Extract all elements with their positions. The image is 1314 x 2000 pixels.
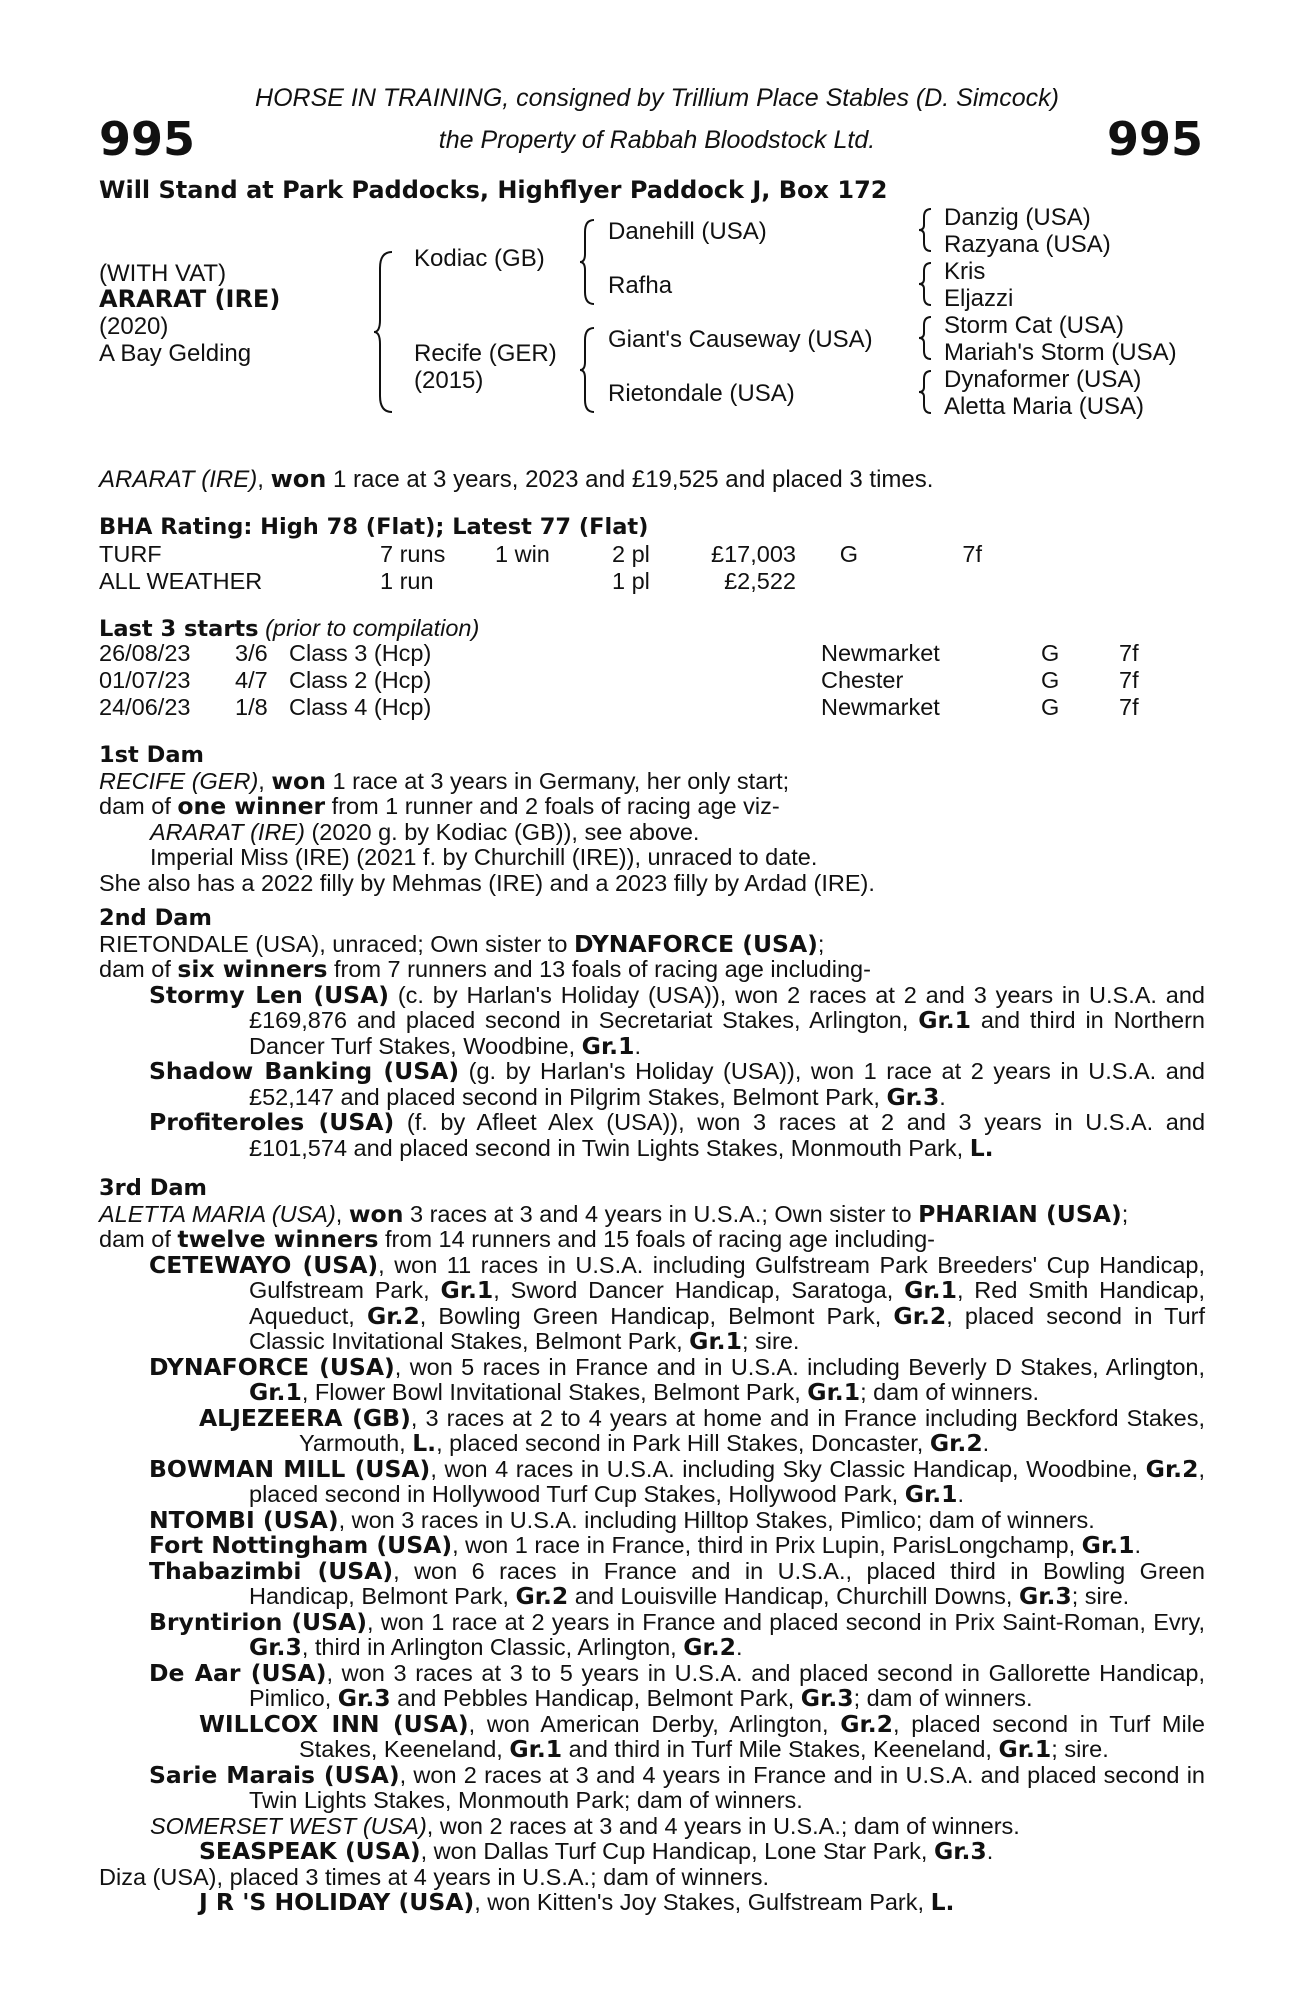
horse-name: ARARAT (IRE): [99, 285, 281, 313]
section-heading: 3rd Dam: [99, 1175, 207, 1201]
sire-sire: Danehill (USA): [608, 218, 767, 245]
dam-sire: Giant's Causeway (USA): [608, 326, 873, 353]
dam-sire-sire: Storm Cat (USA): [944, 312, 1125, 339]
list-item: Diza (USA), placed 3 times at 4 years in U.S.A.; dam of winners.: [99, 1863, 770, 1890]
dam-dam-sire: Dynaformer (USA): [944, 366, 1142, 393]
table-row: 26/08/23 3/6 Class 3 (Hcp) Newmarket G 7f: [99, 640, 1139, 666]
dam-line: RECIFE (GER), won 1 race at 3 years in Germany, her only start;: [99, 766, 790, 795]
list-item: SOMERSET WEST (USA), won 2 races at 3 and 4 years in U.S.A.; dam of winners.: [150, 1812, 1020, 1839]
lot-number-left: 995: [99, 112, 196, 166]
list-item: BOWMAN MILL (USA), won 4 races in U.S.A. including Sky Classic Handicap, Woodbine, Gr.2, placed second in Hollywood Turf Cup Stakes, Hollywood Park, Gr.1.: [149, 1454, 1205, 1508]
stand-line: Will Stand at Park Paddocks, Highflyer Paddock J, Box 172: [99, 176, 888, 204]
dam-line: dam of twelve winners from 14 runners and 15 foals of racing age including-: [99, 1225, 935, 1253]
sire-sire-dam: Razyana (USA): [944, 231, 1111, 258]
list-item: Sarie Marais (USA), won 2 races at 3 and 4 years in France and in U.S.A. and placed second in Twin Lights Stakes, Monmouth Park; dam of winners.: [149, 1760, 1205, 1813]
lot-number-right: 995: [1106, 112, 1203, 166]
list-item: DYNAFORCE (USA), won 5 races in France and in U.S.A. including Beverly D Stakes, Arlington, Gr.1, Flower Bowl Invitational Stakes, Belmont Park, Gr.1; dam of winners.: [149, 1352, 1205, 1406]
list-item: Stormy Len (USA) (c. by Harlan's Holiday (USA)), won 2 races at 2 and 3 years in U.S.A. and £169,876 and placed second in Secretariat Stakes, Arlington, Gr.1 and third in Northern Dancer Turf Stakes, Woodbine, Gr.1.: [149, 980, 1205, 1060]
dam-dam-dam: Aletta Maria (USA): [944, 393, 1145, 420]
sire-dam-dam: Eljazzi: [944, 285, 1014, 312]
list-item: ALJEZEERA (GB), 3 races at 2 to 4 years at home and in France including Beckford Stakes, Yarmouth, L., placed second in Park Hill Stakes, Doncaster, Gr.2.: [199, 1403, 1206, 1457]
section-heading: 1st Dam: [99, 742, 204, 768]
list-item: ARARAT (IRE) (2020 g. by Kodiac (GB)), see above.: [150, 818, 700, 845]
ds-brace-icon: [917, 315, 933, 361]
table-row: 24/06/23 1/8 Class 4 (Hcp) Newmarket G 7f: [99, 694, 1139, 720]
second-dam-section: [99, 906, 1205, 1161]
list-item: Imperial Miss (IRE) (2021 f. by Churchill (IRE)), unraced to date.: [150, 844, 818, 870]
list-item: NTOMBI (USA), won 3 races in U.S.A. including Hilltop Stakes, Pimlico; dam of winners.: [149, 1505, 1095, 1534]
list-item: WILLCOX INN (USA), won American Derby, Arlington, Gr.2, placed second in Turf Mile Stakes, Keeneland, Gr.1 and third in Turf Mile Stakes, Keeneland, Gr.1; sire.: [199, 1709, 1206, 1763]
vat-label: (WITH VAT): [99, 260, 227, 287]
dam-line: ALETTA MARIA (USA), won 3 races at 3 and 4 years in U.S.A.; Own sister to PHARIAN (USA);: [99, 1199, 1129, 1228]
dam: Recife (GER): [414, 340, 557, 367]
horse-year: (2020): [99, 313, 169, 340]
dam-sire-dam: Mariah's Storm (USA): [944, 339, 1177, 366]
dam-line: She also has a 2022 filly by Mehmas (IRE) and a 2023 filly by Ardad (IRE).: [99, 869, 875, 896]
list-item: SEASPEAK (USA), won Dallas Turf Cup Handicap, Lone Star Park, Gr.3.: [199, 1837, 994, 1865]
sd-brace-icon: [917, 261, 933, 307]
list-item: Fort Nottingham (USA), won 1 race in France, third in Prix Lupin, ParisLongchamp, Gr.1.: [149, 1531, 1142, 1559]
rating-row: TURF 7 runs 1 win 2 pl £17,003 G 7f: [99, 541, 982, 567]
dam-dam: Rietondale (USA): [608, 380, 795, 407]
dam-line: dam of one winner from 1 runner and 2 foals of racing age viz-: [99, 792, 780, 820]
table-row: 01/07/23 4/7 Class 2 (Hcp) Chester G 7f: [99, 667, 1139, 693]
rating-table: [99, 541, 982, 595]
list-item: Bryntirion (USA), won 1 race at 2 years in France and placed second in Prix Saint-Roman, Evry, Gr.3, third in Arlington Classic, Arlington, Gr.2.: [149, 1607, 1205, 1661]
first-dam-section: [99, 743, 1199, 896]
dam-brace-icon: [578, 326, 596, 414]
third-dam-section: [99, 1176, 1205, 1916]
list-item: CETEWAYO (USA), won 11 races in U.S.A. including Gulfstream Park Breeders' Cup Handicap, Gulfstream Park, Gr.1, Sword Dancer Handicap, Saratoga, Gr.1, Red Smith Handicap, Aqueduct, Gr.2, Bowling Green Handicap, Belmont Park, Gr.2, placed second in Turf Classic Invitational Stakes, Belmont Park, Gr.1; sire.: [149, 1250, 1205, 1355]
ss-brace-icon: [917, 207, 933, 253]
sire-dam: Rafha: [608, 272, 673, 299]
dam-line: dam of six winners from 7 runners and 13 foals of racing age including-: [99, 955, 871, 983]
sire-sire-sire: Danzig (USA): [944, 204, 1091, 231]
section-heading: 2nd Dam: [99, 905, 212, 931]
list-item: Shadow Banking (USA) (g. by Harlan's Holiday (USA)), won 1 race at 2 years in U.S.A. and £52,147 and placed second in Pilgrim Stakes, Belmont Park, Gr.3.: [149, 1057, 1205, 1111]
list-item: De Aar (USA), won 3 races at 3 to 5 years in U.S.A. and placed second in Gallorette Handicap, Pimlico, Gr.3 and Pebbles Handicap, Belmont Park, Gr.3; dam of winners.: [149, 1658, 1205, 1712]
property-line: the Property of Rabbah Bloodstock Ltd.: [438, 126, 876, 154]
consignor-line: HORSE IN TRAINING, consigned by Trillium Place Stables (D. Simcock): [255, 84, 1059, 112]
last3-table: [99, 640, 1139, 721]
sire-brace-icon: [578, 218, 596, 306]
race-summary: ARARAT (IRE), won 1 race at 3 years, 2023 and £19,525 and placed 3 times.: [99, 465, 934, 493]
list-item: Profiteroles (USA) (f. by Afleet Alex (USA)), won 3 races at 2 and 3 years in U.S.A. and £101,574 and placed second in Twin Lights Stakes, Monmouth Park, L.: [149, 1108, 1206, 1162]
dd-brace-icon: [917, 369, 933, 415]
list-item: J R 'S HOLIDAY (USA), won Kitten's Joy Stakes, Gulfstream Park, L.: [199, 1888, 955, 1916]
dam-year: (2015): [414, 367, 484, 394]
main-brace-icon: [372, 248, 396, 416]
bha-rating: BHA Rating: High 78 (Flat); Latest 77 (Flat): [99, 514, 649, 540]
dam-line: RIETONDALE (USA), unraced; Own sister to DYNAFORCE (USA);: [99, 929, 825, 958]
last3-heading: Last 3 starts (prior to compilation): [99, 615, 480, 642]
horse-description: A Bay Gelding: [99, 340, 252, 367]
sire: Kodiac (GB): [414, 245, 545, 272]
rating-row: ALL WEATHER 1 run 1 pl £2,522: [99, 568, 796, 594]
sire-dam-sire: Kris: [944, 258, 986, 285]
list-item: Thabazimbi (USA), won 6 races in France and in U.S.A., placed third in Bowling Green Handicap, Belmont Park, Gr.2 and Louisville Handicap, Churchill Downs, Gr.3; sire.: [149, 1556, 1205, 1610]
